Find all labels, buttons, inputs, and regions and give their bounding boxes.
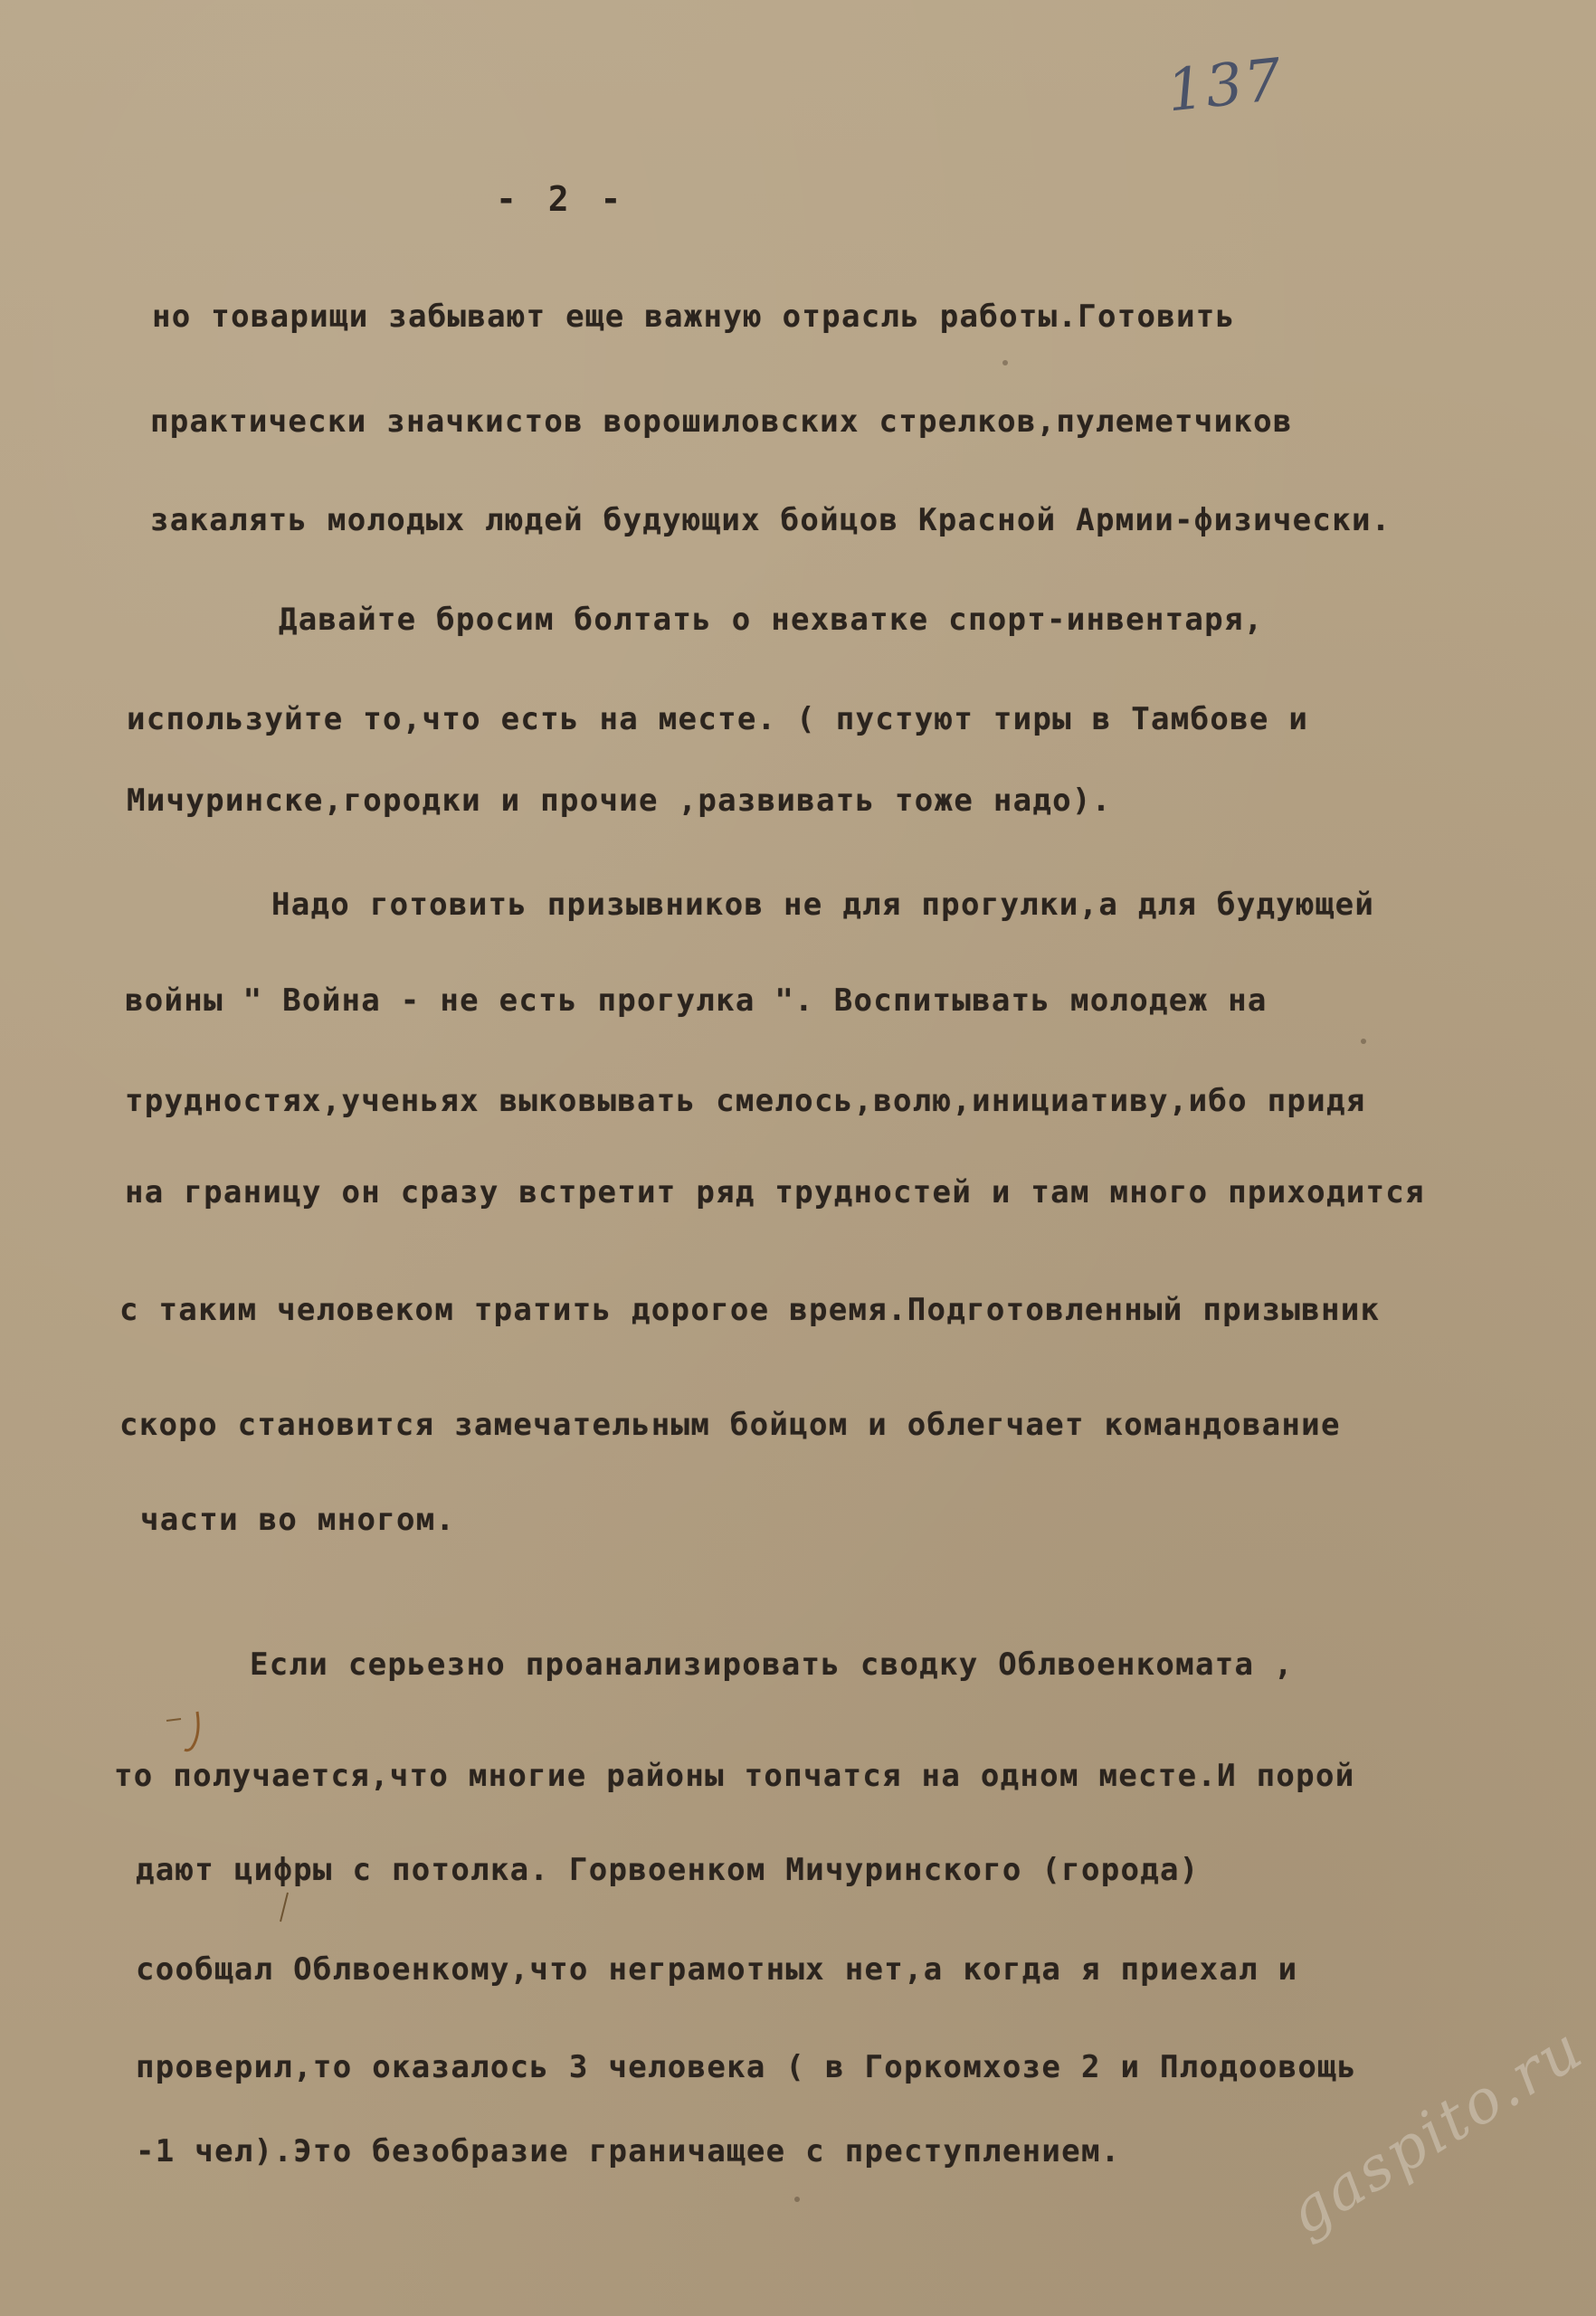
text-line: Если серьезно проанализировать сводку Облвоенкомата , [250,1647,1294,1683]
text-line: скоро становится замечательным бойцом и облегчает командование [119,1407,1341,1443]
pencil-tick-mark [275,1891,293,1927]
text-line: -1 чел).Это безобразие граничащее с преступлением. [136,2133,1121,2169]
text-line: используйте то,что есть на месте. ( пустуют тиры в Тамбове и [127,701,1309,737]
text-line: проверил,то оказалось 3 человека ( в Горкомхозе 2 и Плодоовощь [136,2049,1357,2085]
text-line: то получается,что многие районы топчатся на одном месте.И порой [114,1758,1355,1794]
text-line: Надо готовить призывников не для прогулки,а для будующей [271,887,1375,923]
watermark: gaspito.ru [1276,2012,1596,2249]
text-line: но товарищи забывают еще важную отрасль работы.Готовить [152,299,1236,335]
text-line: войны " Война - не есть прогулка ". Воспитывать молодеж на [125,982,1268,1019]
text-line: сообщал Облвоенкому,что неграмотных нет,а когда я приехал и [136,1951,1298,1988]
text-line: Мичуринске,городки и прочие ,развивать тоже надо). [127,783,1112,819]
text-line: части во многом. [140,1502,456,1538]
text-line: с таким человеком тратить дорогое время.Подготовленный призывник [119,1292,1381,1328]
text-line: трудностях,ученьях выковывать смелось,волю,инициативу,ибо придя [125,1083,1366,1119]
paper-speck [1361,1039,1366,1044]
text-line: дают цифры с потолка. Горвоенком Мичуринского (города) [136,1852,1200,1888]
text-line: практически значкистов ворошиловских стрелков,пулеметчиков [150,403,1293,440]
text-line: Давайте бросим болтать о нехватке спорт-инвентаря, [279,602,1264,638]
pencil-bracket-mark [161,1708,215,1762]
text-line: на границу он сразу встретит ряд трудностей и там много приходится [125,1174,1425,1210]
archive-sheet-number: 137 [1164,46,1287,126]
text-line: закалять молодых людей будующих бойцов Красной Армии-физически. [150,502,1392,538]
paper-speck [1002,360,1008,365]
page-number: - 2 - [496,179,627,219]
paper-speck [794,2197,800,2202]
